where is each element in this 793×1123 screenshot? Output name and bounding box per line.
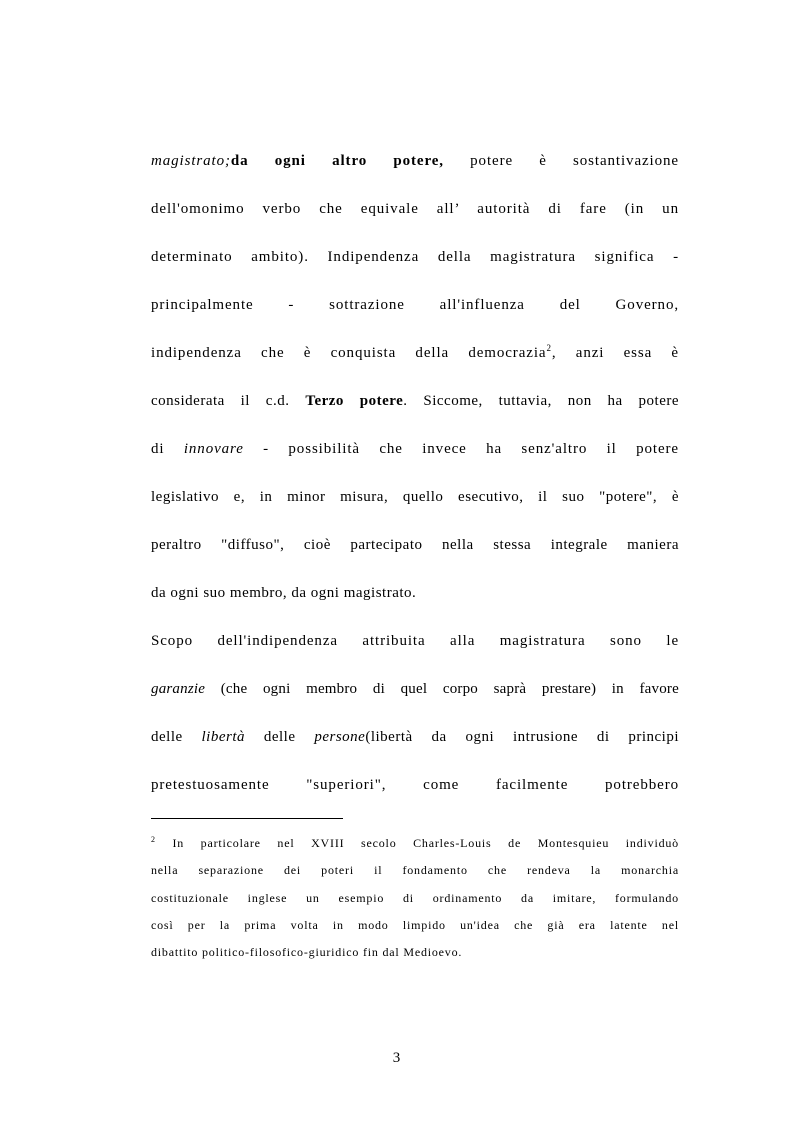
text-run: . Siccome, tuttavia, non ha potere <box>403 393 680 409</box>
footnote-line-1 <box>151 835 679 851</box>
body-line-12 <box>151 679 679 699</box>
body-line-4: principalmente - sottrazione all'influenza del Governo, <box>151 297 679 313</box>
bold-phrase: da ogni altro potere, <box>230 153 444 169</box>
bold-phrase: Terzo potere <box>305 393 404 409</box>
text-run: considerata il c.d. <box>151 393 306 409</box>
text-run: delle <box>151 729 202 745</box>
text-run: - possibilità che invece ha senz'altro il potere <box>243 441 679 457</box>
body-line-1 <box>151 151 679 171</box>
italic-word: persone <box>314 729 366 745</box>
page-number: 3 <box>392 1050 401 1066</box>
italic-word: magistrato; <box>151 153 231 169</box>
italic-word: innovare <box>183 441 244 457</box>
footnote-line-3: costituzionale inglese un esempio di ordinamento da imitare, formulando <box>151 891 679 905</box>
footnote-line-2: nella separazione dei poteri il fondamento che rendeva la monarchia <box>151 863 679 877</box>
body-line-7 <box>151 439 679 459</box>
body-line-11: Scopo dell'indipendenza attribuita alla magistratura sono le <box>151 633 679 649</box>
body-line-3: determinato ambito). Indipendenza della magistratura significa - <box>151 249 679 265</box>
body-line-2: dell'omonimo verbo che equivale all’ autorità di fare (in un <box>151 201 679 217</box>
italic-word: garanzie <box>151 681 206 697</box>
text-run: (che ogni membro di quel corpo saprà prestare) in favore <box>205 681 679 697</box>
text-run: , anzi essa è <box>551 345 679 361</box>
italic-word: libertà <box>201 729 245 745</box>
body-line-14: pretestuosamente "superiori", come facilmente potrebbero <box>151 777 679 793</box>
text-run: indipendenza che è conquista della democrazia <box>151 345 547 361</box>
text-run: (libertà da ogni intrusione di principi <box>365 729 680 745</box>
footnote-mark: 2 <box>151 835 156 844</box>
text-run: di <box>151 441 184 457</box>
body-line-5 <box>151 343 679 363</box>
body-line-8: legislativo e, in minor misura, quello esecutivo, il suo "potere", è <box>151 489 679 505</box>
body-line-10: da ogni suo membro, da ogni magistrato. <box>151 585 417 601</box>
footnote-reference: 2 <box>546 343 552 353</box>
footnote-line-4: così per la prima volta in modo limpido un'idea che già era latente nel <box>151 918 679 932</box>
text-run: In particolare nel XVIII secolo Charles-Louis de Montesquieu individuò <box>155 836 679 850</box>
body-line-9: peraltro "diffuso", cioè partecipato nella stessa integrale maniera <box>151 537 679 553</box>
footnote-line-5: dibattito politico-filosofico-giuridico fin dal Medioevo. <box>151 945 463 959</box>
text-run: delle <box>245 729 315 745</box>
body-line-13 <box>151 727 679 747</box>
body-line-6 <box>151 391 679 411</box>
footnote-separator <box>151 818 343 819</box>
text-run: potere è sostantivazione <box>443 153 679 169</box>
